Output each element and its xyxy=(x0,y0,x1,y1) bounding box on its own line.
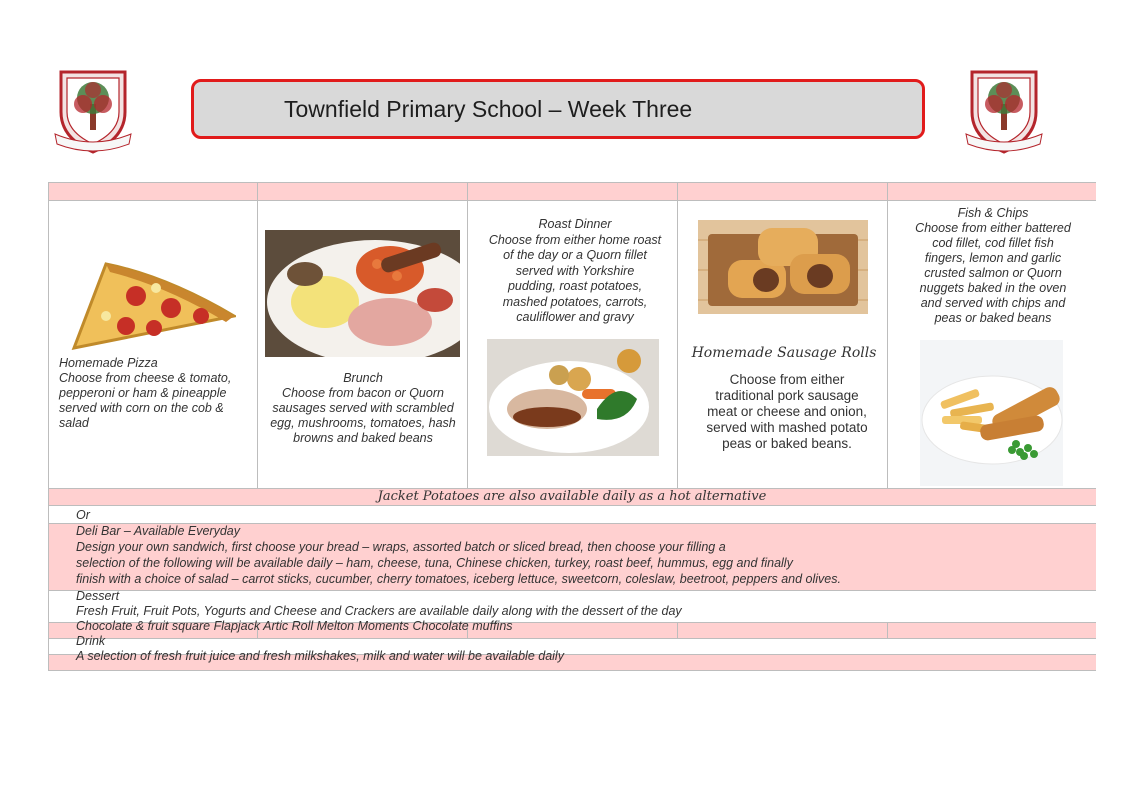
dessert-items: Chocolate & fruit square Flapjack Artic Roll Melton Moments Chocolate muffins xyxy=(76,619,513,633)
day5-line: crusted salmon or Quorn xyxy=(924,266,1062,280)
title-banner xyxy=(191,79,925,139)
page-title: Townfield Primary School – Week Three xyxy=(284,96,693,122)
sausage-rolls-icon xyxy=(698,220,868,314)
deli-line: selection of the following will be available daily – ham, cheese, tuna, Chinese chicken, turkey, roast beef, hummus, egg and finally xyxy=(76,556,793,570)
day3-line: of the day or a Quorn fillet xyxy=(503,248,647,262)
day5-line: fingers, lemon and garlic xyxy=(924,251,1062,265)
dessert-title: Dessert xyxy=(76,589,120,603)
header-band xyxy=(48,182,1096,200)
day3-line: pudding, roast potatoes, xyxy=(507,279,643,293)
day4-line: traditional pork sausage xyxy=(715,388,859,403)
or-label: Or xyxy=(76,508,90,522)
day5-line: Choose from either battered xyxy=(915,221,1071,235)
day1-cell xyxy=(59,356,255,431)
day5-title: Fish & Chips xyxy=(957,206,1029,220)
school-crest-right xyxy=(964,66,1044,156)
day2-description: Choose from bacon or Quorn sausages served with scrambled egg, mushrooms, tomatoes, hash browns and baked beans xyxy=(270,386,456,445)
drink-line: A selection of fresh fruit juice and fresh milkshakes, milk and water will be available daily xyxy=(76,649,564,663)
day3-title: Roast Dinner xyxy=(538,217,612,231)
roast-dinner-icon xyxy=(487,339,659,456)
breakfast-plate-icon xyxy=(265,230,460,357)
day4-line: peas or baked beans. xyxy=(722,436,852,451)
day3-line: mashed potatoes, carrots, xyxy=(502,294,648,309)
day4-line: Choose from either xyxy=(729,372,845,387)
dessert-line: Fresh Fruit, Fruit Pots, Yogurts and Cheese and Crackers are available daily along with the dessert of the day xyxy=(76,604,682,618)
deli-line: Design your own sandwich, first choose your bread – wraps, assorted batch or sliced bread, then choose your filling a xyxy=(76,540,726,554)
deli-title: Deli Bar – Available Everyday xyxy=(76,524,240,538)
day5-line: nuggets baked in the oven xyxy=(919,281,1067,295)
day3-line: Choose from either home roast xyxy=(488,232,662,247)
day4-title: Homemade Sausage Rolls xyxy=(691,345,877,361)
day1-title: Homemade Pizza xyxy=(59,356,158,370)
pizza-slice-icon xyxy=(66,256,236,356)
fish-and-chips-icon xyxy=(920,340,1063,486)
day3-line: served with Yorkshire xyxy=(515,263,635,278)
day4-line: meat or cheese and onion, xyxy=(707,404,867,419)
day4-cell xyxy=(684,372,890,452)
day3-cell xyxy=(472,217,678,326)
day4-line: served with mashed potato xyxy=(706,420,868,435)
deli-line: finish with a choice of salad – carrot sticks, cucumber, cherry tomatoes, iceberg lettuce, sweetcorn, coleslaw, beetroot, peppers and olives. xyxy=(76,572,841,586)
menu-table xyxy=(48,182,1096,670)
day5-cell xyxy=(893,206,1093,326)
day1-description: Choose from cheese & tomato, pepperoni or ham & pineapple served with corn on the cob & salad xyxy=(59,371,232,430)
day5-line: cod fillet, cod fillet fish xyxy=(932,236,1054,250)
day3-line: cauliflower and gravy xyxy=(516,310,634,324)
school-crest-left xyxy=(53,66,133,156)
drink-title: Drink xyxy=(76,634,106,648)
day5-line: and served with chips and xyxy=(920,296,1066,310)
day5-line: peas or baked beans xyxy=(934,311,1052,325)
day2-title: Brunch xyxy=(343,371,383,385)
jacket-potatoes-note: Jacket Potatoes are also available daily as a hot alternative xyxy=(377,489,767,504)
day2-cell xyxy=(270,371,456,446)
